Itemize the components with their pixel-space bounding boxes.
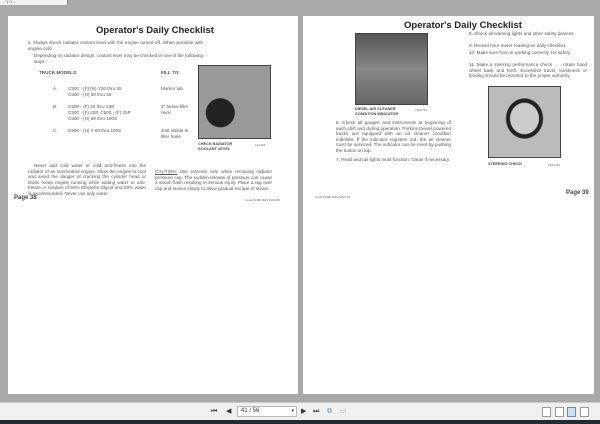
paste-icon[interactable]: ▭	[340, 408, 347, 415]
row-fill: 1" below filler neck	[161, 104, 189, 115]
radiator-photo	[198, 65, 271, 139]
two-page-continuous-view-icon[interactable]	[580, 407, 589, 417]
previous-page-icon[interactable]: ◀	[226, 408, 232, 415]
item-5: 5. Always check radiator coolant level with the engine turned off. When possible with engine cold.	[28, 40, 203, 51]
row-fill: Marker tab	[161, 86, 183, 91]
copy-icon[interactable]: ⧉	[327, 408, 332, 415]
row-model: C500 - (F) 20P, C500 - (F) 25P	[68, 110, 131, 115]
document-tab[interactable]: ...") Ч ...	[0, 0, 68, 5]
item-11: 11. Make a steering performance check . . . rotate hand wheel back and forth. Excessive travel, looseness or binding should be reported to the proper authority.	[469, 62, 587, 79]
row-letter: C.	[53, 128, 58, 133]
page-number-value: 41 / 56	[241, 408, 260, 414]
page-title: Operator's Daily Checklist	[404, 20, 522, 31]
first-page-icon[interactable]: ⏮	[211, 408, 218, 415]
last-page-icon[interactable]: ⏭	[313, 408, 320, 415]
steering-photo	[488, 86, 561, 158]
page-number: Page 39	[566, 190, 589, 196]
col-fill-to: FILL TO:	[161, 70, 180, 75]
taskbar-strip	[0, 420, 600, 424]
row-model: C500 - (H) 60 thru 100S	[68, 116, 118, 121]
col-truck-models: TRUCK MODELS:	[39, 70, 78, 75]
row-letter: B.	[53, 104, 58, 109]
caution-text: Use extreme care when removing radiator pressure cap. The sudden release of pressure can cause a steam flash resulting in serious injury. Place a rag over cap and loosen slowly to allow gradual escape of steam.	[155, 169, 272, 191]
photo-caption: STEERING CHECK	[488, 162, 522, 166]
row-fill: Just visible in filler hose	[161, 128, 189, 139]
page-code: Code 01380 REV MAR 86	[245, 198, 281, 202]
pdf-toolbar	[0, 402, 600, 420]
next-page-icon[interactable]: ▶	[301, 408, 307, 415]
row-model: C500 - (H) Y 60 thru 100S	[68, 128, 122, 133]
row-model: C500 - (F) (H) Y20 thru 55	[68, 86, 122, 91]
photo-code: L32A749	[548, 163, 561, 167]
photo-caption: CHECK RADIATOR COOLANT LEVEL	[198, 142, 233, 151]
tab-bar	[0, 0, 600, 6]
page-title: Operator's Daily Checklist	[96, 25, 214, 36]
page-code: Code 01380 REV MAR 86	[315, 195, 351, 199]
photo-caption: DIESEL AIR CLEANER CONDITION INDICATOR	[355, 107, 399, 116]
continuous-view-icon[interactable]	[555, 407, 564, 417]
row-letter: A.	[53, 86, 58, 91]
item-8: 8. Check all warning lights and other safety devices.	[469, 31, 575, 36]
item-5-detail: Depending on radiator design, coolant level may be checked in one of the following ways:	[34, 53, 203, 64]
item-9: 9. Record hour meter reading on daily checklist.	[469, 43, 567, 48]
page-number: Page 38	[14, 195, 37, 201]
caution-label: CAUTION:	[155, 169, 177, 174]
air-cleaner-photo	[355, 33, 428, 105]
pdf-page-38	[8, 16, 298, 394]
single-page-view-icon[interactable]	[542, 407, 551, 417]
item-6: 6. Check all gauges and instruments at beginning of each shift and during operation. Perkins Diesel powered trucks are equipped with an air cleaner condition indicator. If the indicator registers red, the air cleaner must be serviced. The indicator can be reset by pushing the button on top.	[336, 120, 451, 153]
row-model: C500 - (F) 20 thru S30	[68, 104, 114, 109]
pdf-page-39	[303, 16, 594, 394]
never-paragraph: Never add cold water or cold anti-freeze into the radiator of an overheated engine. Allow the engine to cool and avoid the danger of cracking the cylinder head or block. Keep engine running while adding water or anti-freeze. A solution of 50% Ethylene Glycol and 50% water is recommended. Never use only water.	[28, 163, 146, 196]
item-7: 7. Head and tail lights must function. Clean if necessary.	[336, 157, 451, 162]
item-10: 10. Make sure horn is working correctly, for safety.	[469, 50, 571, 55]
page-number-input[interactable]	[237, 406, 297, 417]
photo-code: L31A04	[255, 143, 266, 147]
row-model: C500 - (H) 30 thru 55	[68, 92, 112, 97]
photo-code: L32A750	[415, 108, 428, 112]
chevron-down-icon[interactable]: ▾	[291, 408, 294, 414]
two-page-view-icon[interactable]	[567, 407, 576, 417]
